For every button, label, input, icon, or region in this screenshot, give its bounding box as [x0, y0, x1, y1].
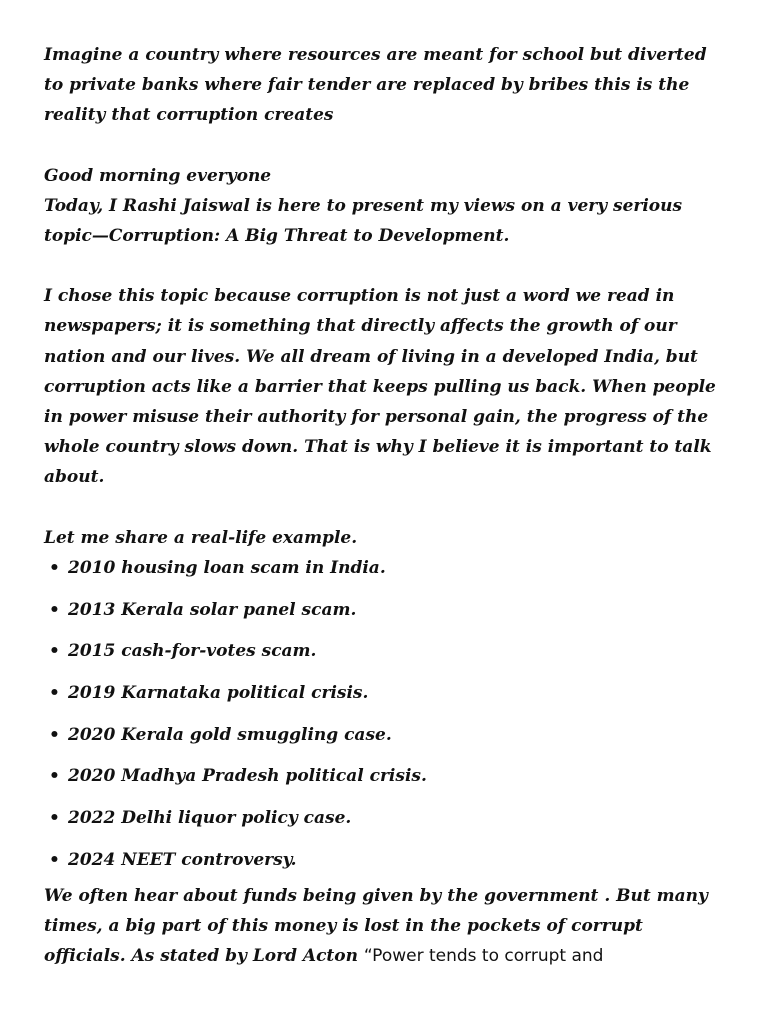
bullet-icon: • — [49, 557, 60, 578]
bullet-icon: • — [49, 849, 60, 870]
list-item — [44, 845, 724, 875]
list-item-text: 2015 cash-for-votes scam. — [68, 641, 317, 662]
list-item-text: 2010 housing loan scam in India. — [68, 557, 386, 578]
closing-text: We often hear about funds being given by the government . But many times, a big part of this money is lost in the pockets of corrupt officials. As stated by Lord Acton — [44, 885, 708, 967]
list-item-text: 2022 Delhi liquor policy case. — [68, 807, 352, 828]
paragraph-gap — [44, 251, 724, 281]
bullet-icon: • — [49, 599, 60, 620]
reason-paragraph: I chose this topic because corruption is not just a word we read in newspapers; it is something that directly affects the growth of our nation and our lives. We all dream of living in a developed India, but corruption acts like a barrier that keeps pulling us back. When people in power misuse their authority for personal gain, the progress of the whole country slows down. That is why I believe it is important to talk about. — [44, 286, 716, 488]
example-heading: Let me share a real-life example. — [44, 527, 358, 548]
list-item — [44, 803, 724, 833]
list-item — [44, 678, 724, 708]
list-item — [44, 553, 724, 583]
list-item-text: 2020 Kerala gold smuggling case. — [68, 724, 392, 745]
bullet-icon: • — [49, 641, 60, 662]
closing-paragraph — [44, 881, 724, 972]
paragraph-gap — [44, 131, 724, 161]
list-item — [44, 720, 724, 750]
list-item-text: 2020 Madhya Pradesh political crisis. — [68, 766, 427, 787]
bullet-icon: • — [49, 682, 60, 703]
list-item — [44, 636, 724, 666]
bullet-icon: • — [49, 724, 60, 745]
list-item — [44, 595, 724, 625]
bullet-icon: • — [49, 766, 60, 787]
list-item-text: 2013 Kerala solar panel scam. — [68, 599, 357, 620]
intro-paragraph: Imagine a country where resources are meant for school but diverted to private banks where fair tender are replaced by bribes this is the reality that corruption creates — [44, 45, 707, 126]
examples-list — [44, 553, 724, 875]
topic-intro-paragraph: Today, I Rashi Jaiswal is here to present my views on a very serious topic—Corruption: A Big Threat to Development. — [44, 195, 683, 247]
bullet-icon: • — [49, 807, 60, 828]
list-item — [44, 761, 724, 791]
closing-quote: “Power tends to corrupt and — [363, 946, 604, 967]
list-item-text: 2019 Karnataka political crisis. — [68, 682, 369, 703]
greeting-line: Good morning everyone — [44, 165, 272, 186]
paragraph-gap — [44, 493, 724, 523]
list-item-text: 2024 NEET controversy. — [68, 849, 297, 870]
